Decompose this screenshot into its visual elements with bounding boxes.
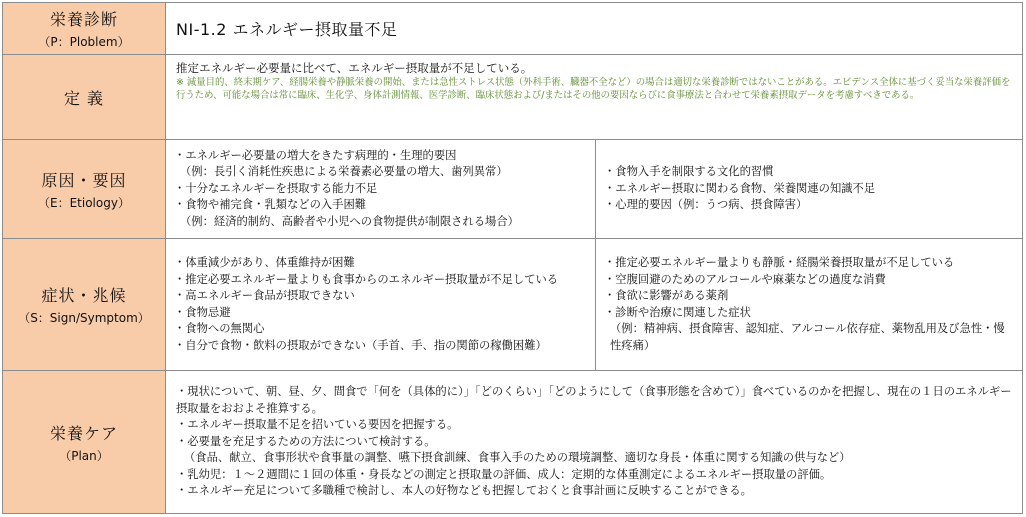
list-item: ・食欲に影響がある薬剤 — [604, 289, 729, 302]
list-item: ・診断や治療に関連した症状 — [604, 305, 751, 319]
etiology-right — [596, 140, 1023, 239]
list-item: ・エネルギー必要量の増大をきたす病理的・生理的要因 — [174, 148, 457, 162]
list-item: （例：経済的制約、高齢者や小児への食物提供が制限される場合） — [180, 214, 519, 228]
list-item: ・エネルギー摂取量不足を招いている要因を把握する。 — [176, 418, 459, 432]
list-item: ・体重減少があり、体重維持が困難 — [174, 256, 355, 269]
header-etiology-sub: （E：Etiology） — [38, 195, 130, 210]
list-item: ・エネルギー充足について多職種で検討し、本人の好物なども把握しておくと食事計画に反映することができる。 — [176, 484, 752, 498]
list-item: ・十分なエネルギーを摂取する能力不足 — [174, 181, 378, 195]
list-item: ・食物への無関心 — [174, 322, 265, 335]
list-item: （食品、献立、食事形状や食事量の調整、嚥下摂食訓練、食事入手のための環境調整、適切な身長・体重に関する知識の供与など） — [184, 451, 851, 465]
list-item: ・推定必要エネルギー量よりも静脈・経腸栄養摂取量が不足している — [604, 256, 955, 269]
list-item: ・心理的要因（例：うつ病、摂食障害） — [604, 198, 808, 212]
list-item: ・空腹回避のためのアルコールや麻薬などの過度な消費 — [604, 272, 886, 286]
row-symptoms — [3, 239, 1023, 371]
header-diagnosis — [3, 3, 166, 55]
header-definition — [3, 55, 166, 140]
symptoms-right — [596, 239, 1023, 371]
definition-note: ※ 減量目的、終末期ケア、経腸栄養や静脈栄養の開始、または急性ストレス状態（外科手術、臓器不全など）の場合は適切な栄養診断ではないことがある。エビデンス全体に基づく妥当な栄養評価を行うため、可能な場合は常に臨床、生化学、身体計測情報、医学診断、臨床状態および/またはその他の要因ならびに食事療法と合わせて栄養素摂取データを考慮すべきである。 — [176, 77, 1011, 101]
symptoms-left — [166, 239, 596, 371]
header-definition-label: 定 義 — [63, 88, 105, 108]
row-etiology — [3, 140, 1023, 239]
list-item: ・必要量を充足するための方法について検討する。 — [176, 434, 436, 448]
header-etiology-label: 原因・要因 — [41, 170, 127, 190]
list-item: ・高エネルギー食品が摂取できない — [174, 289, 355, 302]
list-item: ・エネルギー摂取に関わる食物、栄養関連の知識不足 — [604, 181, 876, 195]
nutrition-diagnosis-table — [2, 2, 1023, 514]
header-symptoms-label: 症状・兆候 — [41, 286, 127, 305]
definition-text: 推定エネルギー必要量に比べて、エネルギー摂取量が不足している。 — [176, 61, 533, 75]
list-item: ・推定必要エネルギー量よりも食事からのエネルギー摂取量が不足している — [174, 272, 559, 286]
etiology-left — [166, 140, 596, 239]
header-plan-label: 栄養ケア — [49, 423, 118, 443]
diagnosis-value: NI-1.2 エネルギー摂取量不足 — [166, 3, 1023, 55]
list-item: ・食物入手を制限する文化的習慣 — [604, 165, 774, 179]
header-symptoms — [3, 239, 166, 371]
header-plan — [3, 371, 166, 514]
row-diagnosis — [3, 3, 1023, 55]
list-item: ・食物忌避 — [174, 305, 231, 319]
list-item: ・自分で食物・飲料の摂取ができない（手首、手、指の関節の稼働困難） — [174, 338, 547, 352]
list-item: ・乳幼児：１～２週間に１回の体重・身長などの測定と摂取量の評価、成人：定期的な体重測定によるエネルギー摂取量の評価。 — [176, 467, 832, 481]
header-symptoms-sub: （S：Sign/Symptom） — [18, 311, 150, 325]
plan-cell — [166, 371, 1023, 514]
list-item: （例：精神病、摂食障害、認知症、アルコール依存症、薬物乱用及び急性・慢性疼痛） — [610, 322, 1005, 352]
row-plan — [3, 371, 1023, 514]
header-diagnosis-sub: （P：Ploblem） — [38, 35, 130, 49]
header-diagnosis-label: 栄養診断 — [49, 10, 118, 29]
list-item: （例：長引く消耗性疾患による栄養素必要量の増大、歯列異常） — [180, 165, 508, 179]
header-etiology — [3, 140, 166, 239]
header-plan-sub: （Plan） — [59, 448, 109, 463]
list-item: ・食物や補完食・乳類などの入手困難 — [174, 198, 367, 212]
list-item: ・現状について、朝、昼、夕、間食で「何を（具体的に）」「どのくらい」「どのようにして（食事形態を含めて）」食べているのかを把握し、現在の１日のエネルギー摂取量をおおよそ推算する。 — [176, 385, 1012, 415]
row-definition — [3, 55, 1023, 140]
definition-cell — [166, 55, 1023, 140]
